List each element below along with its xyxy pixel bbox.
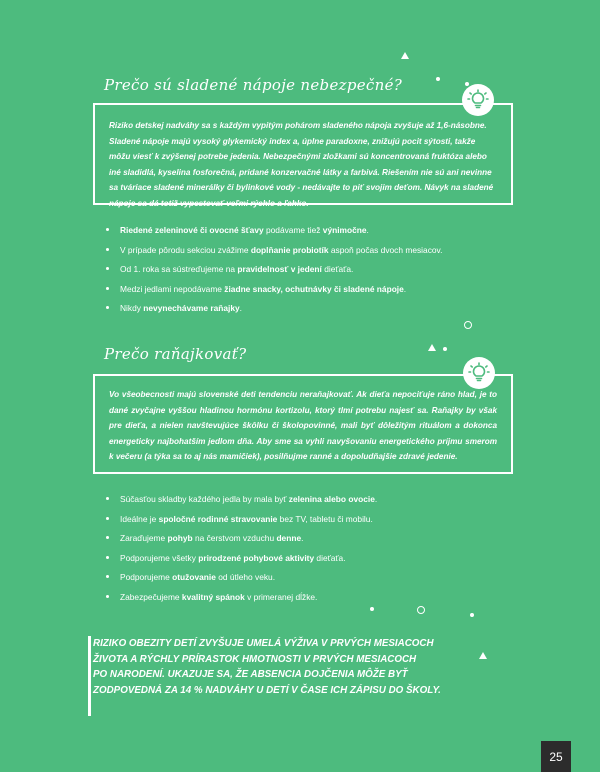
list-item <box>104 552 377 572</box>
text: . <box>403 283 407 294</box>
list-item <box>104 591 377 611</box>
decor-dot <box>465 82 469 86</box>
text: . <box>366 225 369 235</box>
text: . <box>301 533 304 543</box>
decor-triangle <box>479 652 487 659</box>
decor-dot <box>443 347 447 351</box>
list-item <box>104 302 442 322</box>
list-item <box>104 571 377 591</box>
bold-text: doplňanie probiotík <box>250 244 329 255</box>
decor-ring <box>464 321 472 329</box>
list-item <box>104 532 377 552</box>
text: dieťaťa. <box>314 552 346 563</box>
text: Medzi jedlami nepodávame <box>120 283 225 294</box>
quote-line: RIZIKO OBEZITY DETÍ ZVYŠUJE UMELÁ VÝŽIVA V PRVÝCH MESIACOCH <box>93 638 434 649</box>
text: dieťaťa. <box>321 264 354 274</box>
decor-dot <box>470 613 474 617</box>
quote-line: PO NARODENÍ. UKAZUJE SA, ŽE ABSENCIA DOJČENIA MÔŽE BYŤ <box>93 669 408 680</box>
bold-text: nevynechávame raňajky <box>143 303 240 313</box>
list-item <box>104 263 442 283</box>
info-box <box>93 374 513 474</box>
bold-text: denne <box>276 533 302 543</box>
list-item <box>104 244 442 264</box>
decor-dot <box>436 77 440 81</box>
text: . <box>239 303 242 313</box>
bold-text: zelenina alebo ovocie <box>288 494 375 504</box>
text: Zaraďujeme <box>120 533 168 543</box>
bold-text: Riedené zeleninové či ovocné šťavy <box>120 225 264 235</box>
info-box <box>93 103 513 208</box>
highlight-quote <box>88 636 441 716</box>
text: od útleho veku. <box>215 572 276 582</box>
text: podávame tiež <box>263 225 323 235</box>
text: Podporujeme všetky <box>120 552 199 563</box>
info-box-text: Vo všeobecnosti majú slovenské deti tendenciu neraňajkovať. Ak dieťa nepociťuje ráno hlad, je to dané zvyčajne vyššou hladinou hormónu kortizolu, ktorý tlmí potrebu najesť sa. Raňajky by však pre dieťa, a nielen navštevujúce škôlku či školopovinné, mali byť dôležitým rituálom a dokonca energeticky najbohatším jedlom dňa. Aby sme sa vyhli navyšovaniu energetického príjmu smerom k večeru (a týka sa to aj nás mamičiek), posilňujme ranné a dopoludňajšie zdravé jedenie. <box>109 390 497 462</box>
bold-text: pohyb <box>167 533 193 543</box>
text: na čerstvom vzduchu <box>192 533 277 543</box>
bold-text: otužovanie <box>172 572 216 582</box>
decor-triangle <box>401 52 409 59</box>
text: Od 1. roka sa sústreďujeme na <box>120 264 238 274</box>
bold-text: kvalitný spánok <box>181 591 245 602</box>
bullet-list <box>104 224 442 322</box>
text: V prípade pôrodu sekciou zvážime <box>120 244 251 255</box>
bold-text: žiadne snacky, ochutnávky či sladené nápoje <box>224 283 404 294</box>
bullet-list <box>104 493 377 610</box>
lightbulb-icon <box>462 84 494 116</box>
list-item <box>104 513 377 533</box>
text: . <box>374 494 378 504</box>
quote-line: ŽIVOTA A RÝCHLY PRÍRASTOK HMOTNOSTI V PRVÝCH MESIACOCH <box>93 653 417 665</box>
lightbulb-icon <box>463 357 495 389</box>
text: Súčasťou skladby každého jedla by mala byť <box>120 494 289 504</box>
text: bez TV, tabletu či mobilu. <box>277 513 373 524</box>
list-item <box>104 224 442 244</box>
text: v primeranej dĺžke. <box>244 591 318 602</box>
text: Ideálne je <box>120 513 159 524</box>
text: Zabezpečujeme <box>120 591 182 602</box>
bold-text: pravidelnosť v jedení <box>237 264 322 274</box>
section-heading: Prečo sú sladené nápoje nebezpečné? <box>104 76 403 94</box>
section-heading: Prečo raňajkovať? <box>104 345 247 363</box>
text: Podporujeme <box>120 572 173 582</box>
bold-text: prirodzené pohybové aktivity <box>198 552 315 563</box>
bold-text: výnimočne <box>322 225 367 235</box>
text: Nikdy <box>120 303 144 313</box>
decor-ring <box>417 606 425 614</box>
bold-text: spoločné rodinné stravovanie <box>158 513 278 524</box>
text: aspoň počas dvoch mesiacov. <box>328 244 443 255</box>
quote-line: ZODPOVEDNÁ ZA 14 % NADVÁHY U DETÍ V ČASE ICH ZÁPISU DO ŠKOLY. <box>93 684 441 696</box>
list-item <box>104 283 442 303</box>
info-box-text: Riziko detskej nadváhy sa s každým vypitým pohárom sladeného nápoja zvyšuje až 1,6-násobne. Sladené nápoje majú vysoký glykemický index a, úplne paradoxne, znižujú pocit sýtosti, takže môžu viesť k zvýšenej potrebe jedenia. Nebezpečnými zložkami sú koncentrovaná fruktóza alebo iné sladidlá, kyselina fosforečná, pridané konzervačné látky a farbivá. Riešením nie sú ani nevinne sa tváriace sladené minerálky či bylinkové vody - nedávajte to piť svojim deťom. Návyk na sladené nápoje sa dá totiž vypestovať veľmi rýchlo a ľahko. <box>109 121 494 208</box>
list-item <box>104 493 377 513</box>
page-number: 25 <box>541 741 571 772</box>
decor-triangle <box>428 344 436 351</box>
